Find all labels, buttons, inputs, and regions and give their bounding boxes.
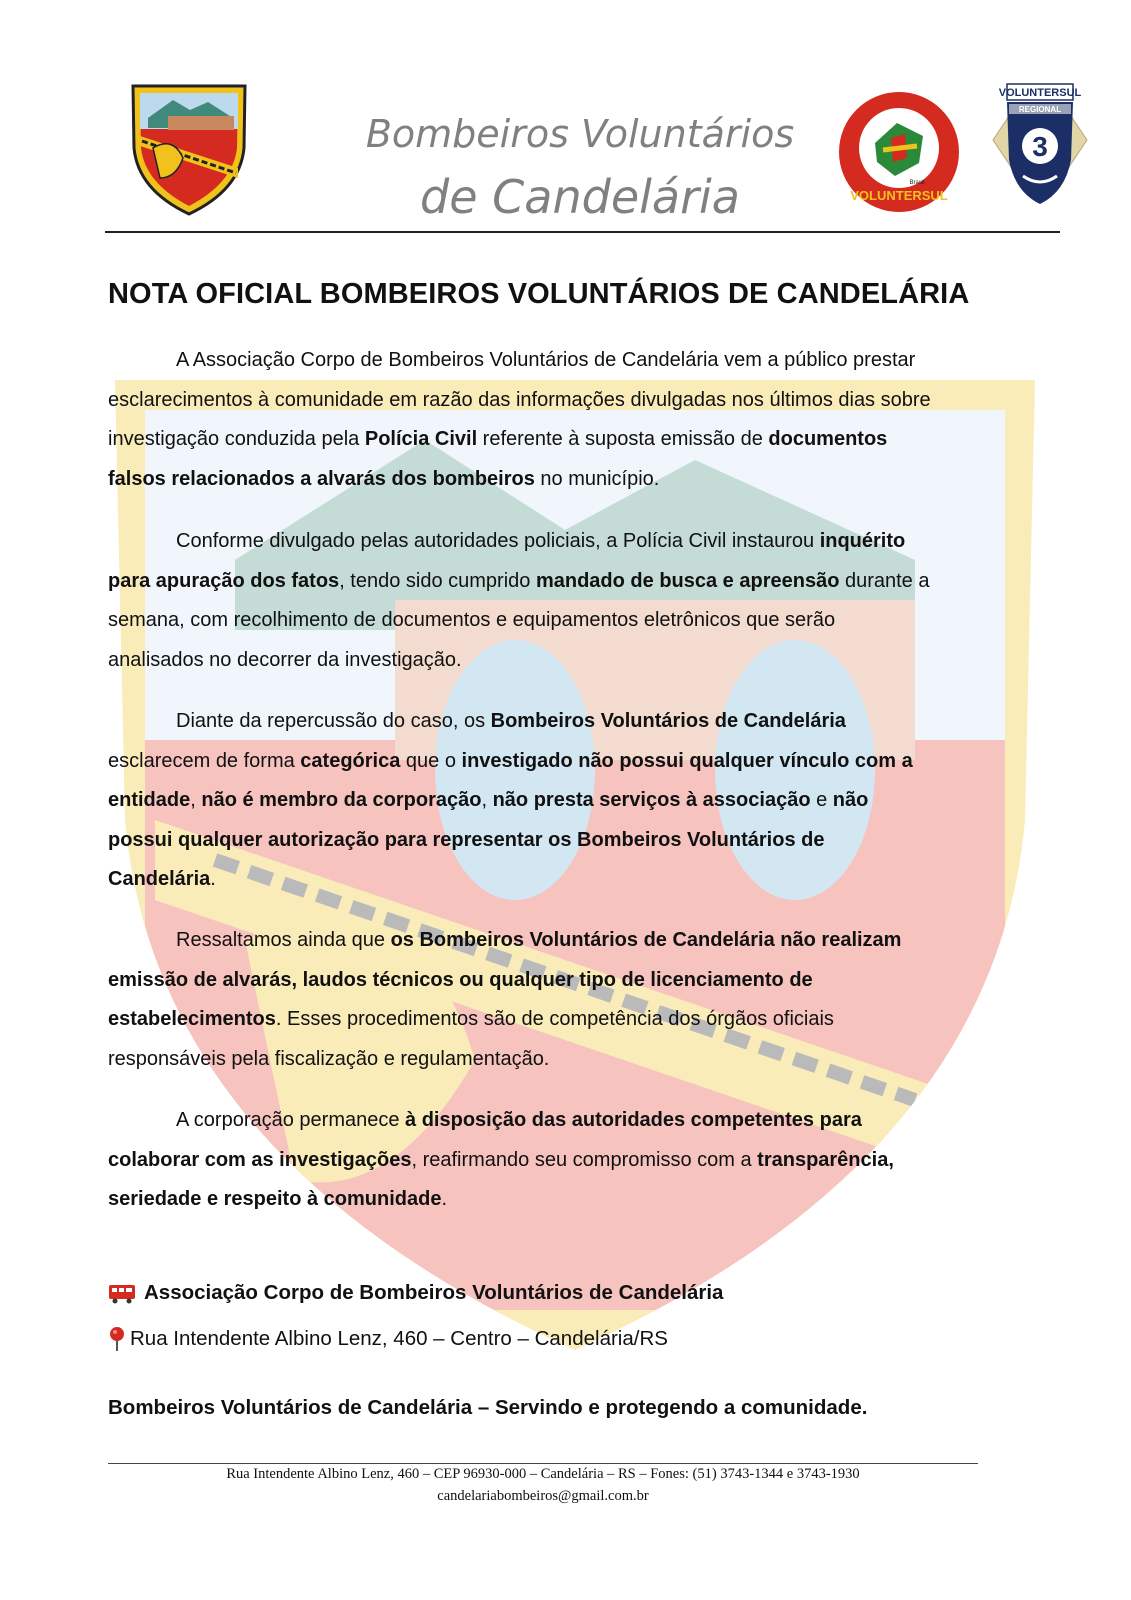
bombeiros-candelaria-crest-logo [128, 78, 250, 218]
paragraph-line [108, 460, 1063, 500]
paragraph-line [108, 781, 1063, 821]
paragraph-line [108, 1000, 1063, 1040]
bold-text-segment: Bombeiros Voluntários de Candelária [490, 710, 846, 732]
text-segment: . [210, 868, 216, 890]
paragraph-line [108, 742, 1063, 782]
paragraph-line [108, 1040, 1063, 1080]
text-segment: Diante da repercussão do caso, os [176, 710, 491, 732]
bold-text-segment: Candelária [108, 868, 211, 890]
paragraph-line [108, 1141, 1063, 1181]
signature-line [108, 1281, 723, 1305]
text-segment: responsáveis pela fiscalização e regulamentação. [108, 1047, 550, 1070]
voluntersul-logo-small-text: Brasil [909, 180, 925, 186]
voluntersul-regional-3-badge [985, 80, 1095, 208]
text-segment: , [190, 789, 202, 811]
paragraph-5 [108, 1101, 1063, 1220]
paragraph-line [108, 821, 1063, 861]
paragraph-line [108, 921, 1063, 961]
bold-text-segment: estabelecimentos [108, 1008, 276, 1030]
bold-text-segment: não presta serviços à associação [492, 789, 811, 811]
bold-text-segment: colaborar com as investigações [108, 1148, 412, 1171]
paragraph-1 [108, 341, 1063, 499]
bold-text-segment: categórica [300, 749, 401, 772]
address-line [108, 1326, 668, 1352]
text-segment: semana, com recolhimento de documentos e equipamentos eletrônicos que serão [108, 609, 836, 631]
text-segment: . [441, 1188, 448, 1210]
bold-text-segment: seriedade e respeito à comunidade [108, 1188, 442, 1210]
paragraph-line [108, 961, 1063, 1001]
paragraph-4 [108, 921, 1063, 1079]
paragraph-line [108, 601, 1063, 641]
bold-text-segment: falsos relacionados a alvarás dos bombeiros [108, 467, 535, 490]
closing-text: Bombeiros Voluntários de Candelária – Servindo e protegendo a comunidade. [108, 1396, 868, 1419]
paragraph-line [108, 1101, 1063, 1141]
paragraph-line [108, 1180, 1063, 1220]
bold-text-segment: entidade [108, 789, 191, 811]
paragraph-line [108, 860, 1063, 900]
bold-text-segment: transparência, [757, 1148, 894, 1171]
text-segment: analisados no decorrer da investigação. [108, 648, 462, 671]
text-segment: . Esses procedimentos são de competência dos órgãos oficiais [275, 1008, 834, 1030]
paragraph-line [108, 420, 1063, 460]
bold-text-segment: não [832, 789, 869, 811]
text-segment: Ressaltamos ainda que [176, 929, 391, 951]
text-segment: no município. [534, 467, 660, 490]
paragraph-line [108, 381, 1063, 421]
bold-text-segment: inquérito [819, 530, 906, 552]
text-segment: A corporação permanece [176, 1109, 406, 1131]
regional-badge-number: 3 [1032, 131, 1048, 162]
signature-name: Associação Corpo de Bombeiros Voluntários de Candelária [144, 1281, 724, 1304]
voluntersul-logo [835, 88, 963, 216]
bold-text-segment: possui qualquer autorização para representar os Bombeiros Voluntários de [108, 828, 825, 851]
paragraph-line [108, 341, 1063, 381]
bold-text-segment: investigado não possui qualquer vínculo com a [461, 749, 913, 772]
text-segment: , [481, 789, 493, 811]
text-segment: durante a [839, 569, 930, 592]
document-title: NOTA OFICIAL BOMBEIROS VOLUNTÁRIOS DE CANDELÁRIA [108, 278, 970, 310]
text-segment: esclarecem de forma [108, 749, 301, 772]
header-title-line2: de Candelária [420, 170, 740, 224]
footer-address: Rua Intendente Albino Lenz, 460 – CEP 96930-000 – Candelária – RS – Fones: (51) 3743-1344 e 3743-1930 [226, 1466, 860, 1482]
paragraph-line [108, 562, 1063, 602]
bold-text-segment: documentos [768, 428, 888, 450]
text-segment: , tendo sido cumprido [339, 569, 536, 592]
bold-text-segment: emissão de alvarás, laudos técnicos ou qualquer tipo de licenciamento de [108, 968, 813, 991]
bold-text-segment: para apuração dos fatos [108, 569, 340, 592]
text-segment: que o [400, 749, 462, 772]
text-segment: referente à suposta emissão de [477, 428, 769, 450]
text-segment: esclarecimentos à comunidade em razão das informações divulgadas nos últimos dias sobre [108, 388, 931, 411]
bold-text-segment: à disposição das autoridades competentes para [405, 1109, 862, 1131]
bold-text-segment: Polícia Civil [364, 428, 478, 450]
text-segment: A Associação Corpo de Bombeiros Voluntários de Candelária vem a público prestar [176, 349, 916, 371]
paragraph-3 [108, 702, 1063, 900]
footer-divider [108, 1463, 978, 1464]
bold-text-segment: os Bombeiros Voluntários de Candelária não realizam [390, 929, 902, 951]
text-segment: e [810, 789, 833, 811]
header-title-line1: Bombeiros Voluntários [365, 112, 795, 156]
bold-text-segment: mandado de busca e apreensão [535, 569, 840, 592]
fire-truck-icon [108, 1282, 136, 1304]
bold-text-segment: não é membro da corporação [201, 789, 482, 811]
signature-address: Rua Intendente Albino Lenz, 460 – Centro – Candelária/RS [130, 1327, 668, 1350]
text-segment: Conforme divulgado pelas autoridades policiais, a Polícia Civil instaurou [176, 530, 820, 552]
paragraph-line [108, 522, 1063, 562]
paragraph-line [108, 702, 1063, 742]
paragraph-2 [108, 522, 1063, 680]
header-divider [105, 231, 1060, 233]
paragraph-line [108, 641, 1063, 681]
round-pushpin-icon [108, 1326, 126, 1352]
closing-line [108, 1396, 867, 1420]
text-segment: investigação conduzida pela [108, 428, 365, 450]
regional-badge-band-text: REGIONAL [1018, 105, 1062, 114]
text-segment: , reafirmando seu compromisso com a [411, 1148, 758, 1171]
footer-email: candelariabombeiros@gmail.com.br [437, 1488, 649, 1504]
voluntersul-logo-text: VOLUNTERSUL [850, 188, 948, 203]
regional-badge-top-text: VOLUNTERSUL [998, 87, 1082, 99]
